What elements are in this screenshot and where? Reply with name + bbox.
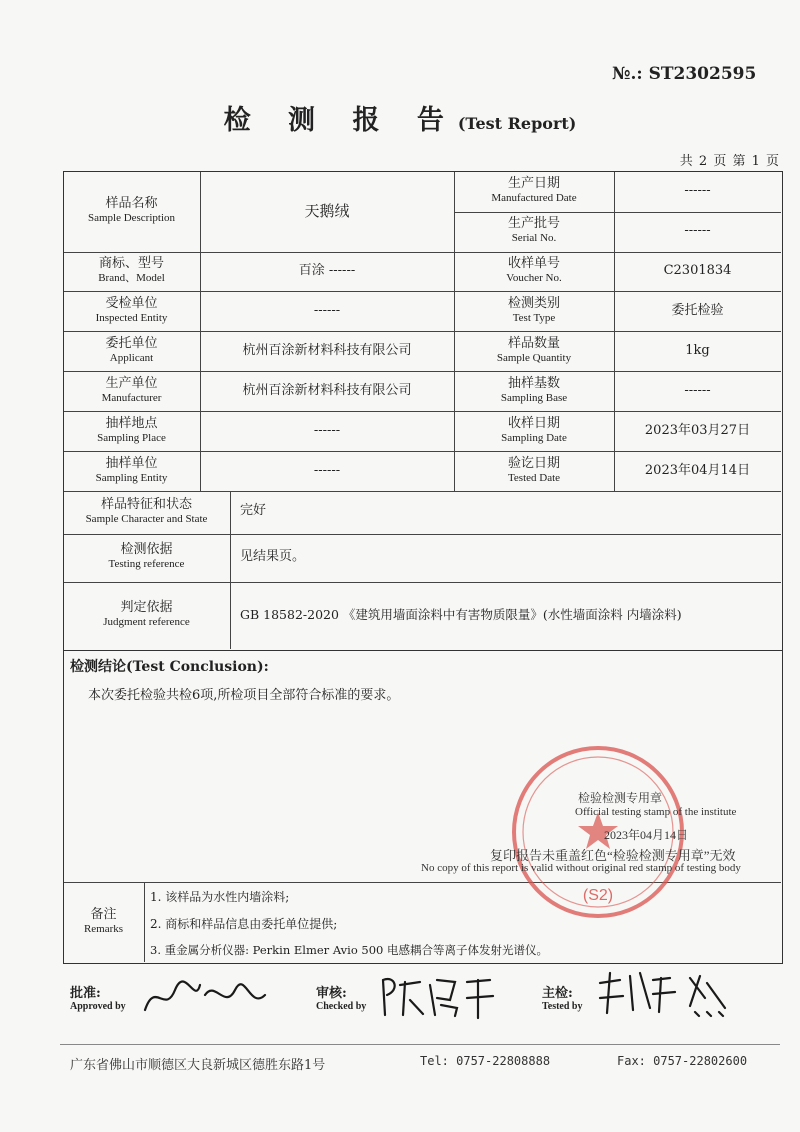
remark-item-1: 1. 该样品为水性内墙涂料; <box>150 890 290 904</box>
sampling-entity-label: 抽样单位 Sampling Entity <box>95 456 168 485</box>
checker-signature <box>375 970 505 1020</box>
conclusion-title: 检测结论(Test Conclusion): <box>70 659 269 675</box>
sample-character-label: 样品特征和状态 Sample Character and State <box>85 496 208 525</box>
sampling-entity-value: ------ <box>313 462 341 478</box>
footer-fax: Fax: 0757-22802600 <box>617 1054 748 1068</box>
stamp-label-en: Official testing stamp of the institute <box>575 806 737 818</box>
sample-quantity-value: 1kg <box>685 342 710 358</box>
sample-quantity-label: 样品数量 Sample Quantity <box>496 336 572 365</box>
judgment-reference-value: GB 18582-2020 《建筑用墙面涂料中有害物质限量》(水性墙面涂料 内墙涂料) <box>240 606 682 622</box>
test-type-label: 检测类别 Test Type <box>507 296 560 325</box>
title-cn: 检 测 报 告 <box>223 105 458 136</box>
conclusion-text: 本次委托检验共检6项,所检项目全部符合标准的要求。 <box>88 688 400 703</box>
checked-by-block: 审核: Checked by <box>316 986 367 1012</box>
footer-divider <box>60 1044 780 1045</box>
page-title <box>0 98 800 137</box>
stamp-date: 2023年04月14日 <box>604 828 689 842</box>
manufacturer-label: 生产单位 Manufacturer <box>101 376 162 405</box>
test-type-value: 委托检验 <box>671 302 724 318</box>
sampling-place-label: 抽样地点 Sampling Place <box>97 416 166 445</box>
report-number: №.: ST2302595 <box>612 64 757 84</box>
footer-tel: Tel: 0757-22808888 <box>420 1054 551 1068</box>
sampling-place-value: ------ <box>313 422 341 438</box>
applicant-label: 委托单位 Applicant <box>105 336 158 365</box>
copy-notice: 复印报告未重盖红色“检验检测专用章”无效 <box>490 848 736 863</box>
title-en: (Test Report) <box>457 114 577 133</box>
manufactured-date-value: ------ <box>684 182 711 198</box>
tested-date-value: 2023年04月14日 <box>644 462 751 478</box>
approved-by-block: 批准: Approved by <box>70 986 126 1012</box>
footer-address: 广东省佛山市顺德区大良新城区德胜东路1号 <box>70 1058 326 1073</box>
remark-item-3: 3. 重金属分析仪器: Perkin Elmer Avio 500 电感耦合等离子体发射光谱仪。 <box>150 943 549 957</box>
manufactured-date-label: 生产日期 Manufactured Date <box>491 176 577 205</box>
tested-date-label: 验讫日期 Tested Date <box>507 456 561 485</box>
remark-item-2: 2. 商标和样品信息由委托单位提供; <box>150 917 338 931</box>
sampling-base-value: ------ <box>684 382 711 398</box>
inspected-entity-label: 受检单位 Inspected Entity <box>95 296 168 325</box>
testing-reference-label: 检测依据 Testing reference <box>108 542 185 571</box>
manufacturer-value: 杭州百涂新材料科技有限公司 <box>242 382 412 398</box>
sampling-base-label: 抽样基数 Sampling Base <box>500 376 568 405</box>
approver-signature <box>140 975 270 1020</box>
voucher-no-value: C2301834 <box>663 262 732 278</box>
sample-character-value: 完好 <box>240 503 267 519</box>
tested-by-block: 主检: Tested by <box>542 986 583 1012</box>
sampling-date-value: 2023年03月27日 <box>644 422 751 438</box>
brand-model-value: 百涂 ------ <box>298 262 356 278</box>
testing-reference-value: 见结果页。 <box>240 548 306 564</box>
remarks-label: 备注 Remarks <box>83 907 124 936</box>
tester-signature <box>595 968 735 1018</box>
sample-description-value: 天鹅绒 <box>304 201 350 220</box>
serial-no-value: ------ <box>684 222 711 238</box>
stamp-label: 检验检测专用章 <box>578 791 663 805</box>
serial-no-label: 生产批号 Serial No. <box>507 216 560 245</box>
inspected-entity-value: ------ <box>313 302 341 318</box>
page-count: 共 2 页 第 1 页 <box>679 154 780 169</box>
sampling-date-label: 收样日期 Sampling Date <box>501 416 567 445</box>
copy-notice-en: No copy of this report is valid without original red stamp of testing body <box>421 862 741 874</box>
judgment-reference-label: 判定依据 Judgment reference <box>103 599 190 628</box>
applicant-value: 杭州百涂新材料科技有限公司 <box>242 342 412 358</box>
voucher-no-label: 收样单号 Voucher No. <box>506 256 562 285</box>
stamp-code: (S2) <box>582 887 614 904</box>
sample-description-label: 样品名称 Sample Description <box>87 196 176 225</box>
brand-model-label: 商标、型号 Brand、Model <box>98 256 165 285</box>
